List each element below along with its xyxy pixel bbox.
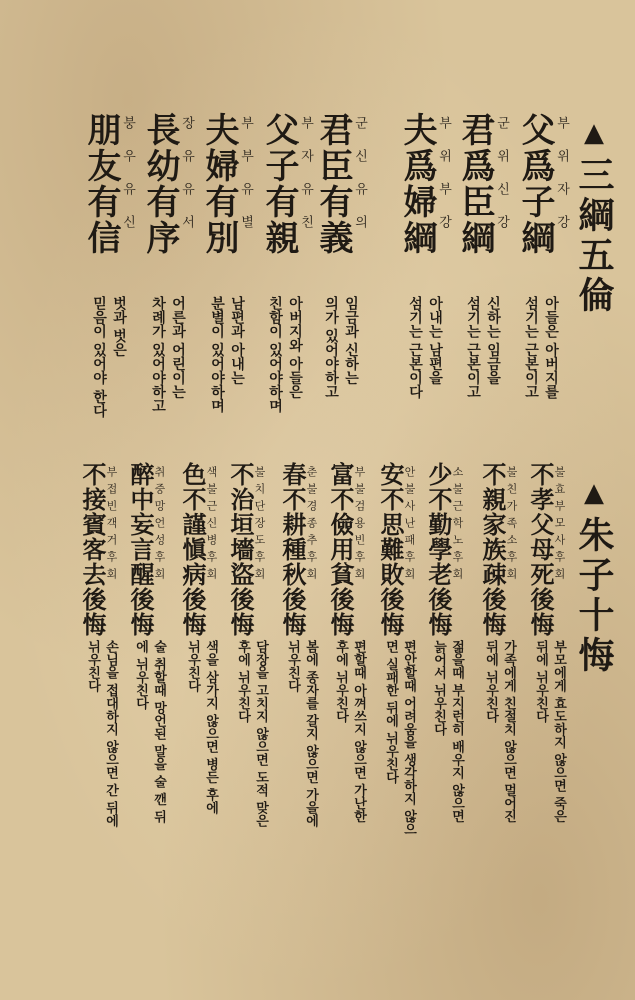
oryun-hanja-2: 父子有親 [259, 112, 299, 256]
samgang-hanja-3: 夫爲婦綱 [397, 112, 437, 256]
oryun-reading-4: 장유유서 [179, 116, 194, 248]
hui-reading-1: 불효부모사후회 [553, 466, 566, 585]
hui-expl-9a: 술 취할때 망언된 말을 술 깬 뒤 [151, 640, 166, 824]
hui-reading-3: 소불근학노후회 [451, 466, 464, 585]
hui-expl-2a: 가족에게 친절치 않으면 멀어진 [501, 640, 516, 823]
hui-hanja-10: 不接賓客去後悔 [78, 462, 107, 637]
oryun-hanja-3: 夫婦有別 [199, 112, 239, 256]
oryun-reading-1: 군신유의 [352, 116, 367, 248]
hui-hanja-9: 醉中妄言醒後悔 [126, 462, 155, 637]
samgang-expl-3a: 아내는 남편을 [427, 296, 443, 385]
hui-expl-3b: 늙어서 뉘우친다 [431, 640, 446, 736]
hui-expl-10b: 뉘우친다 [85, 640, 100, 692]
oryun-expl-5a: 벗과 벗은 [111, 296, 127, 357]
hui-expl-1b: 뒤에 뉘우친다 [533, 640, 548, 723]
hui-hanja-2: 不親家族疎後悔 [478, 462, 507, 637]
samgang-expl-1b: 섬기는 근본이고 [523, 296, 539, 399]
hui-expl-7b: 후에 뉘우친다 [235, 640, 250, 723]
oryun-reading-3: 부부유별 [238, 116, 253, 248]
hui-expl-5b: 후에 뉘우친다 [333, 640, 348, 723]
hui-reading-9: 취중망언성후회 [153, 466, 166, 585]
oryun-reading-5: 붕우유신 [120, 116, 135, 248]
triangle-marker-icon: ▲ [579, 118, 609, 152]
samgang-expl-3b: 섬기는 근본이다 [407, 296, 423, 399]
oryun-expl-3a: 남편과 아내는 [229, 296, 245, 385]
samgang-expl-2b: 섬기는 근본이고 [465, 296, 481, 399]
hui-reading-8: 색불근신병후회 [205, 466, 218, 585]
hui-hanja-8: 色不謹愼病後悔 [178, 462, 207, 637]
samgang-expl-2a: 신하는 임금을 [485, 296, 501, 385]
samgang-reading-2: 군위신강 [494, 116, 509, 248]
oryun-hanja-1: 君臣有義 [313, 112, 353, 256]
hui-expl-8a: 색을 삼가지 않으면 병든 후에 [203, 640, 218, 815]
hui-expl-4a: 편안할때 어려움을 생각하지 않으 [401, 640, 416, 836]
hui-expl-2b: 뒤에 뉘우친다 [483, 640, 498, 723]
hui-reading-5: 부불검용빈후회 [353, 466, 366, 585]
hui-reading-6: 춘불경종추후회 [305, 466, 318, 585]
hui-expl-10a: 손님을 접대하지 않으면 간 뒤에 [103, 640, 118, 828]
oryun-expl-5b: 믿음이 있어야 한다 [91, 296, 107, 418]
hui-hanja-1: 不孝父母死後悔 [526, 462, 555, 637]
oryun-expl-1b: 의가 있어야하고 [323, 296, 339, 399]
oryun-expl-2b: 친함이 있어야하며 [267, 296, 283, 413]
hui-expl-1a: 부모에게 효도하지 않으면 죽은 [551, 640, 566, 823]
hui-expl-7a: 담장을 고치지 않으면 도적 맞은 [253, 640, 268, 828]
oryun-expl-3b: 분별이 있어야하며 [209, 296, 225, 413]
oryun-expl-1a: 임금과 신하는 [343, 296, 359, 385]
section-title-samgang-oryun [573, 118, 615, 316]
hui-hanja-6: 春不耕種秋後悔 [278, 462, 307, 637]
samgang-hanja-2: 君爲臣綱 [455, 112, 495, 256]
hui-hanja-4: 安不思難敗後悔 [376, 462, 405, 637]
samgang-expl-1a: 아들은 아버지를 [543, 296, 559, 399]
oryun-hanja-4: 長幼有序 [140, 112, 180, 256]
hui-reading-7: 불치단장도후회 [253, 466, 266, 585]
oryun-expl-4a: 어른과 어린이는 [170, 296, 186, 399]
title-text: 三綱五倫 [573, 156, 615, 316]
oryun-hanja-5: 朋友有信 [81, 112, 121, 256]
hui-expl-6a: 봄에 종자를 갈지 않으면 가을에 [303, 640, 318, 828]
oryun-expl-4b: 차례가 있어야하고 [150, 296, 166, 413]
hui-reading-10: 부접빈객거후회 [105, 466, 118, 585]
hui-expl-4b: 면 실패한 뒤에 뉘우친다 [383, 640, 398, 784]
oryun-reading-2: 부자유친 [298, 116, 313, 248]
samgang-reading-1: 부위자강 [554, 116, 569, 248]
hui-expl-5a: 편할때 아껴쓰지 않으면 가난한 [351, 640, 366, 823]
hui-reading-2: 불친가족소후회 [505, 466, 518, 585]
hui-hanja-5: 富不儉用貧後悔 [326, 462, 355, 637]
samgang-reading-3: 부위부강 [436, 116, 451, 248]
samgang-hanja-1: 父爲子綱 [515, 112, 555, 256]
hui-hanja-7: 不治垣墻盜後悔 [226, 462, 255, 637]
section-title-jujasipho [573, 478, 615, 676]
hui-expl-6b: 뉘우친다 [285, 640, 300, 692]
oryun-expl-2a: 아버지와 아들은 [287, 296, 303, 399]
hui-expl-3a: 젊을때 부지런히 배우지 않으면 [449, 640, 464, 823]
triangle-marker-icon: ▲ [579, 478, 609, 512]
hui-expl-8b: 뉘우친다 [185, 640, 200, 692]
hui-reading-4: 안불사난패후회 [403, 466, 416, 585]
title-text: 朱子十悔 [573, 516, 615, 676]
hui-hanja-3: 少不勤學老後悔 [424, 462, 453, 637]
hui-expl-9b: 에 뉘우친다 [133, 640, 148, 710]
